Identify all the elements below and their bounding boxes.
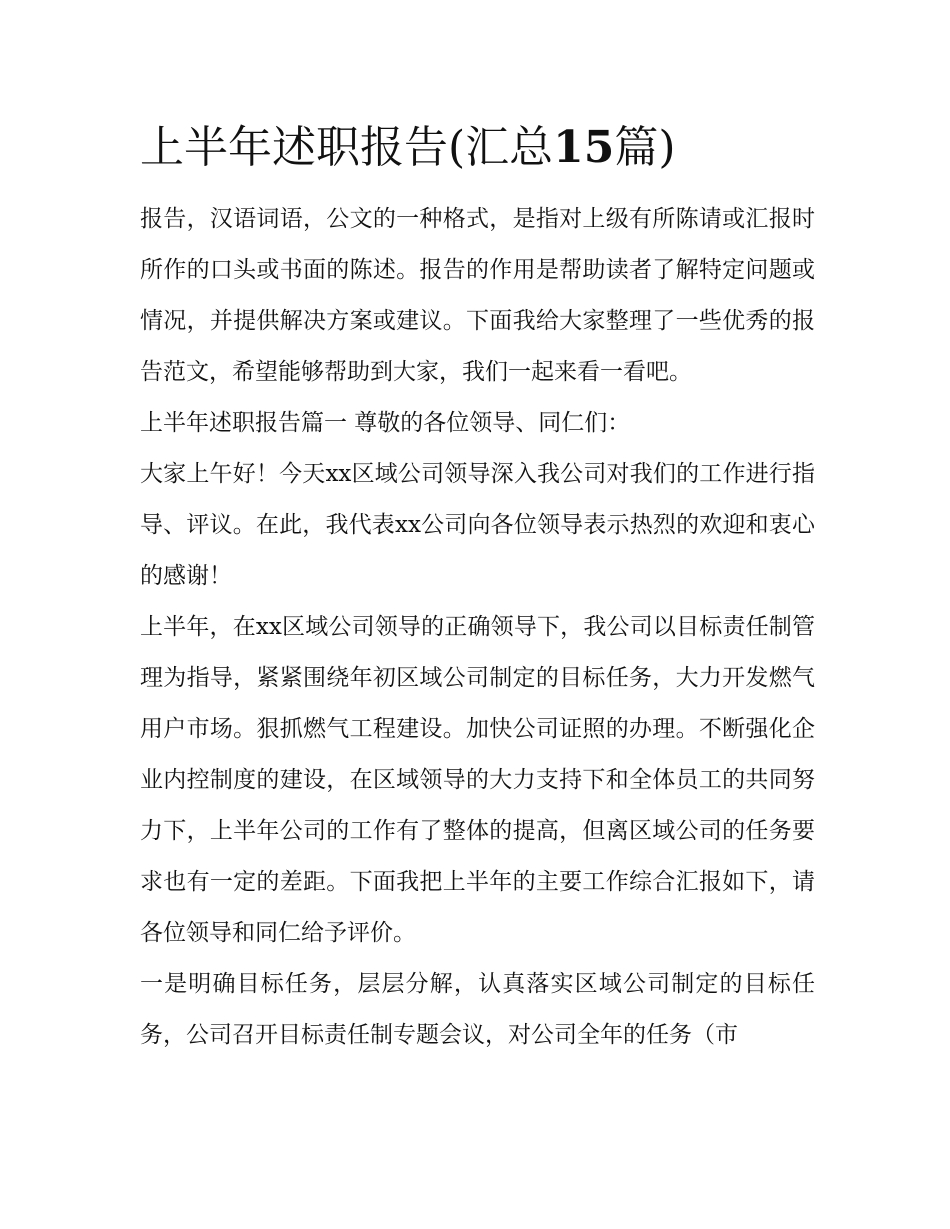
- paragraph-welcome: 大家上午好！今天xx区域公司领导深入我公司对我们的工作进行指导、评议。在此，我代表xx公司向各位领导表示热烈的欢迎和衷心的感谢！: [140, 461, 815, 589]
- document-title: [140, 118, 815, 178]
- title-prefix: 上半年述职报告(汇总: [140, 122, 554, 173]
- paragraph-point-one: 一是明确目标任务，层层分解，认真落实区域公司制定的目标任务，公司召开目标责任制专题会议，对公司全年的任务（市: [140, 971, 815, 1048]
- paragraph-intro: 报告，汉语词语，公文的一种格式，是指对上级有所陈请或汇报时所作的口头或书面的陈述。报告的作用是帮助读者了解特定问题或情况，并提供解决方案或建议。下面我给大家整理了一些优秀的报告范文，希望能够帮助到大家，我们一起来看一看吧。: [140, 206, 815, 385]
- paragraph-summary: 上半年，在xx区域公司领导的正确领导下，我公司以目标责任制管理为指导，紧紧围绕年初区域公司制定的目标任务，大力开发燃气用户市场。狠抓燃气工程建设。加快公司证照的办理。不断强化企业内控制度的建设，在区域领导的大力支持下和全体员工的共同努力下，上半年公司的工作有了整体的提高，但离区域公司的任务要求也有一定的差距。下面我把上半年的主要工作综合汇报如下，请各位领导和同仁给予评价。: [140, 614, 815, 946]
- title-number: 15: [553, 122, 615, 173]
- document-body: [140, 118, 815, 1061]
- title-suffix: 篇): [614, 122, 676, 173]
- paragraph-heading-greeting: 上半年述职报告篇一 尊敬的各位领导、同仁们：: [140, 410, 631, 436]
